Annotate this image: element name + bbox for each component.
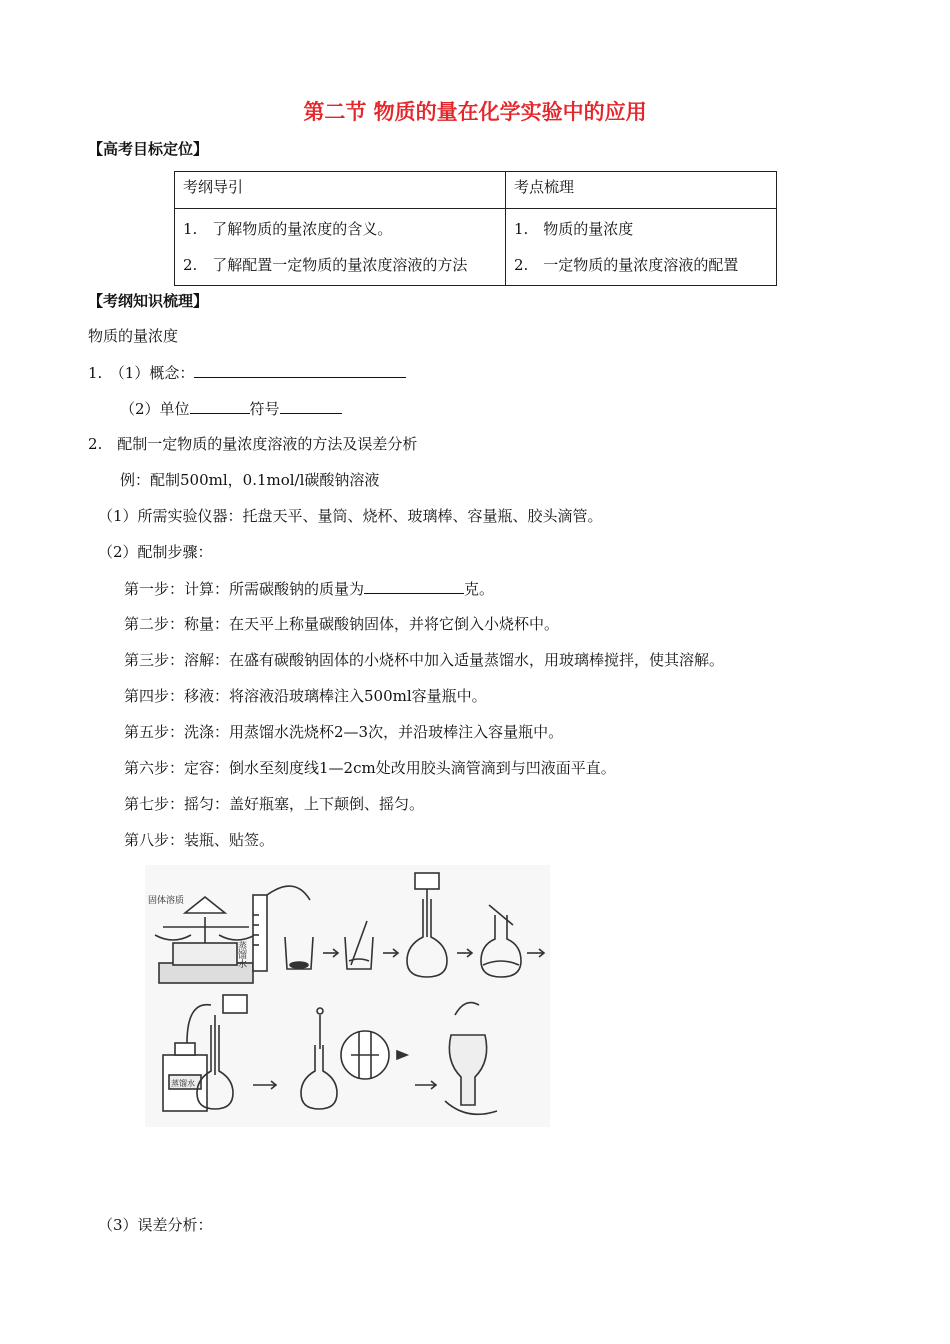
table-header-right: 考点梳理 (506, 172, 777, 209)
step-6: 第六步：定容：倒水至刻度线1—2cm处改用胶头滴管滴到与凹液面平直。 (124, 759, 616, 777)
step-1 (124, 577, 494, 599)
step-1-unit: 克。 (464, 580, 495, 598)
table-header-left: 考纲导引 (175, 172, 506, 209)
solid-label: 固体溶质 (148, 896, 185, 906)
symbol-label: 符号 (249, 400, 280, 418)
steps-heading: （2）配制步骤： (98, 543, 213, 561)
unit-line (120, 397, 342, 419)
step-7: 第七步：摇匀：盖好瓶塞，上下颠倒、摇匀。 (124, 795, 425, 813)
step-2: 第二步：称量：在天平上称量碳酸钠固体，并将它倒入小烧杯中。 (124, 615, 560, 633)
section-knowledge-heading: 【考纲知识梳理】 (88, 292, 209, 310)
error-analysis-heading: （3）误差分析： (98, 1216, 213, 1234)
table-right-item: 2. 一定物质的量浓度溶液的配置 (514, 256, 739, 274)
step-1-text: 第一步：计算：所需碳酸钠的质量为 (124, 580, 365, 598)
table-left-item: 2. 了解配置一定物质的量浓度溶液的方法 (183, 256, 468, 274)
unit-blank (190, 397, 250, 414)
unit-label: （2）单位 (120, 400, 190, 418)
item2-heading: 2. 配制一定物质的量浓度溶液的方法及误差分析 (88, 435, 418, 453)
concept-line (88, 361, 406, 383)
concept-blank (194, 361, 406, 378)
symbol-blank (280, 397, 342, 414)
step-4: 第四步：移液：将溶液沿玻璃棒注入500ml容量瓶中。 (124, 687, 487, 705)
topic-title: 物质的量浓度 (88, 327, 179, 345)
mass-blank (364, 577, 464, 594)
step-3: 第三步：溶解：在盛有碳酸钠固体的小烧杯中加入适量蒸馏水，用玻璃棒搅拌，使其溶解。 (124, 651, 725, 669)
bottle-label: 蒸馏水 (171, 1079, 195, 1088)
example-line: 例：配制500ml，0.1mol/l碳酸钠溶液 (120, 471, 380, 489)
section-goal-heading: 【高考目标定位】 (88, 140, 209, 158)
table-left-item: 1. 了解物质的量浓度的含义。 (183, 220, 393, 238)
concept-label: 1. （1）概念： (88, 364, 195, 382)
step-5: 第五步：洗涤：用蒸馏水洗烧杯2—3次，并沿玻棒注入容量瓶中。 (124, 723, 564, 741)
goal-table (174, 171, 777, 286)
table-right-item: 1. 物质的量浓度 (514, 220, 634, 238)
instruments-line: （1）所需实验仪器：托盘天平、量筒、烧杯、玻璃棒、容量瓶、胶头滴管。 (98, 507, 603, 525)
solution-preparation-figure (145, 865, 550, 1127)
page-title: 第二节 物质的量在化学实验中的应用 (303, 100, 647, 124)
water-label: 蒸馏水 (236, 941, 246, 968)
step-8: 第八步：装瓶、贴签。 (124, 831, 275, 849)
